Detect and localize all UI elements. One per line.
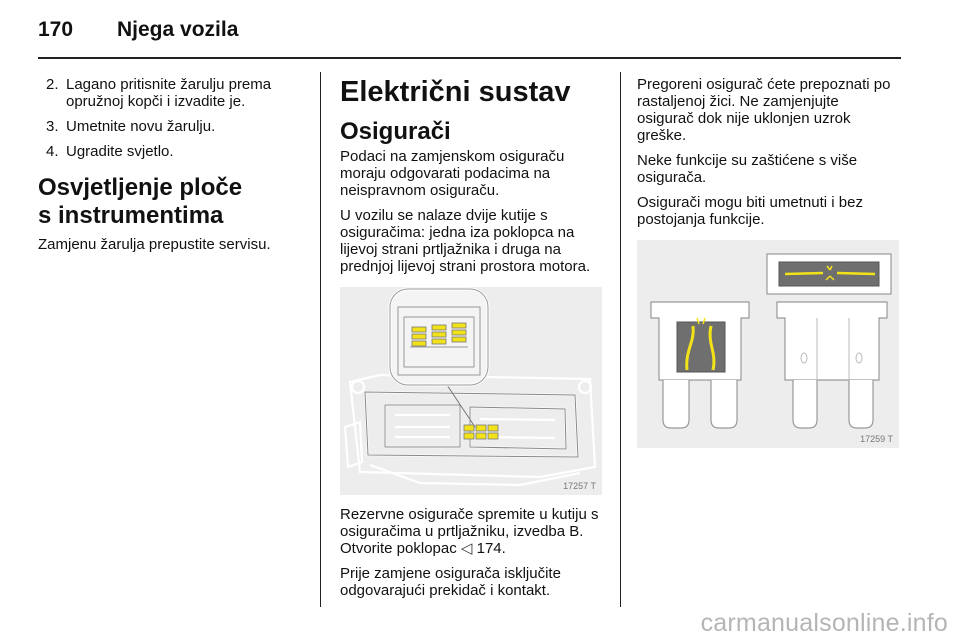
steps-list — [38, 76, 310, 160]
paragraph: Osigurači mogu biti umetnuti i bez postojanja funkcije. — [637, 194, 863, 228]
paragraph: U vozilu se nalaze dvije kutije s osiguračima: jedna iza poklopca na lijevoj strani prtljažnika i druga na prednjoj lijevoj strani prostora motora. — [340, 207, 591, 275]
paragraph-text: Rezervne osigurače spremite u kutiju s osiguračima u prtljažniku, izvedba B. Otvorite poklopac — [340, 506, 599, 557]
chapter-title: Njega vozila — [117, 18, 239, 41]
column-divider-1 — [320, 72, 321, 607]
column-divider-2 — [620, 72, 621, 607]
fuse-illustration — [637, 240, 899, 448]
column-2 — [340, 76, 606, 283]
subsection-title: Osigurači — [340, 118, 451, 145]
list-item — [38, 143, 310, 160]
paragraph: Prije zamjene osigurača isključite odgovarajući prekidač i kontakt. — [340, 565, 561, 599]
column-3 — [637, 76, 899, 236]
step-text: Lagano pritisnite žarulju prema opružnoj kopči i izvadite je. — [66, 76, 272, 110]
paragraph: Pregoreni osigurač ćete prepoznati po rastaljenoj žici. Ne zamjenjujte osigurač dok nije uklonjen uzrok greške. — [637, 76, 891, 144]
paragraph — [340, 506, 606, 557]
heading-line: s instrumentima — [38, 202, 224, 229]
figure-id: 17259 T — [860, 434, 893, 444]
column-2-lower — [340, 506, 606, 607]
step-text: Ugradite svjetlo. — [66, 143, 174, 160]
instrument-lighting-text: Zamjenu žarulja prepustite servisu. — [38, 236, 271, 253]
page-reference-arrow-icon[interactable]: ◁ — [460, 540, 473, 557]
paragraph: Podaci na zamjenskom osiguraču moraju odgovarati podacima na neispravnom osiguraču. — [340, 148, 565, 199]
step-number: 4. — [46, 143, 59, 160]
blown-fuse-figure — [637, 240, 899, 448]
page-number: 170 — [38, 18, 74, 41]
watermark: carmanualsonline.info — [700, 609, 948, 637]
heading-line: Osvjetljenje ploče — [38, 174, 243, 201]
list-item — [38, 118, 310, 135]
instrument-lighting-heading — [38, 174, 310, 230]
list-item — [38, 76, 310, 110]
step-number: 2. — [46, 76, 59, 93]
fuse-box-figure — [340, 287, 602, 495]
column-1 — [38, 76, 310, 261]
header-divider — [38, 57, 901, 59]
figure-id: 17257 T — [563, 481, 596, 491]
section-title: Električni sustav — [340, 76, 571, 108]
step-number: 3. — [46, 118, 59, 135]
step-text: Umetnite novu žarulju. — [66, 118, 216, 135]
fuse-box-illustration — [340, 287, 602, 495]
page-reference: 174. — [472, 540, 506, 557]
paragraph: Neke funkcije su zaštićene s više osigurača. — [637, 152, 858, 186]
